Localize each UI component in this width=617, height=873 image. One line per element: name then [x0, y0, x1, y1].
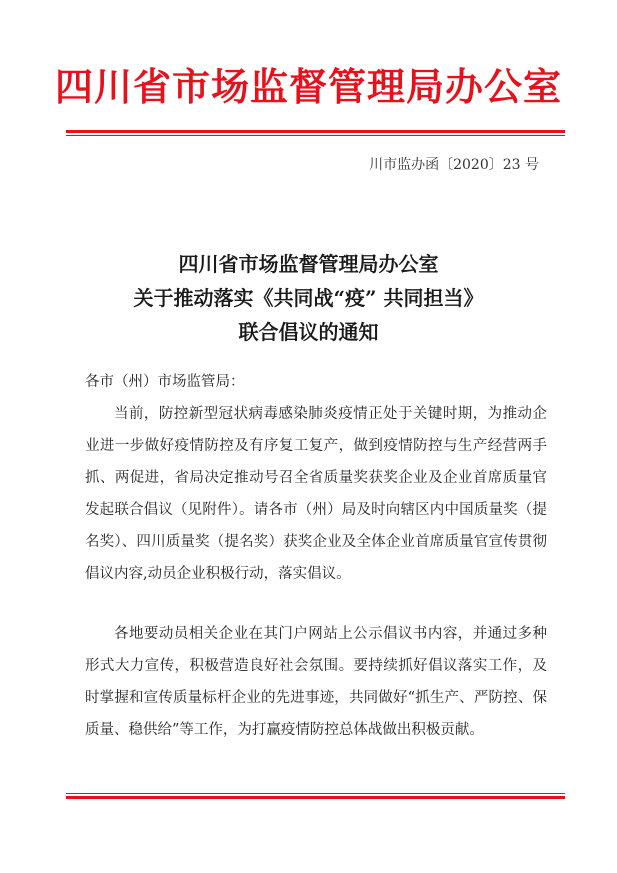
body-paragraph-2: 各地要动员相关企业在其门户网站上公示倡议书内容，并通过多种形式大力宣传，积极营造良好社会氛围。要持续抓好倡议落实工作，及时掌握和宣传质量标杆企业的先进事迹，共同做好“抓生产、严防控、保质量、稳供给”等工作，为打赢疫情防控总体战做出积极贡献。 — [85, 626, 547, 738]
notice-title-line-3: 联合倡议的通知 — [238, 320, 379, 344]
footer-red-rule-thick — [66, 796, 565, 799]
letterhead-title: 四川省市场监督管理局办公室 — [54, 65, 562, 109]
notice-title-line-1: 四川省市场监督管理局办公室 — [178, 252, 439, 276]
header-red-rule-thick — [66, 130, 565, 133]
footer-red-rule-thin — [66, 793, 565, 794]
header-red-rule-thin — [66, 135, 565, 136]
body-paragraph-1: 当前，防控新型冠状病毒感染肺炎疫情正处于关键时期，为推动企业进一步做好疫情防控及有序复工复产，做到疫情防控与生产经营两手抓、两促进，省局决定推动号召全省质量奖获奖企业及企业首席质量官发起联合倡议（见附件）。请各市（州）局及时向辖区内中国质量奖（提名奖）、四川质量奖（提名奖）获奖企业及全体企业首席质量官宣传贯彻倡议内容,动员企业积极行动，落实倡议。 — [85, 406, 547, 582]
document-number: 川市监办函〔2020〕23 号 — [369, 157, 539, 173]
salutation: 各市（州）市场监管局： — [85, 374, 245, 390]
notice-title-line-2: 关于推动落实《共同战“疫” 共同担当》 — [133, 286, 484, 310]
